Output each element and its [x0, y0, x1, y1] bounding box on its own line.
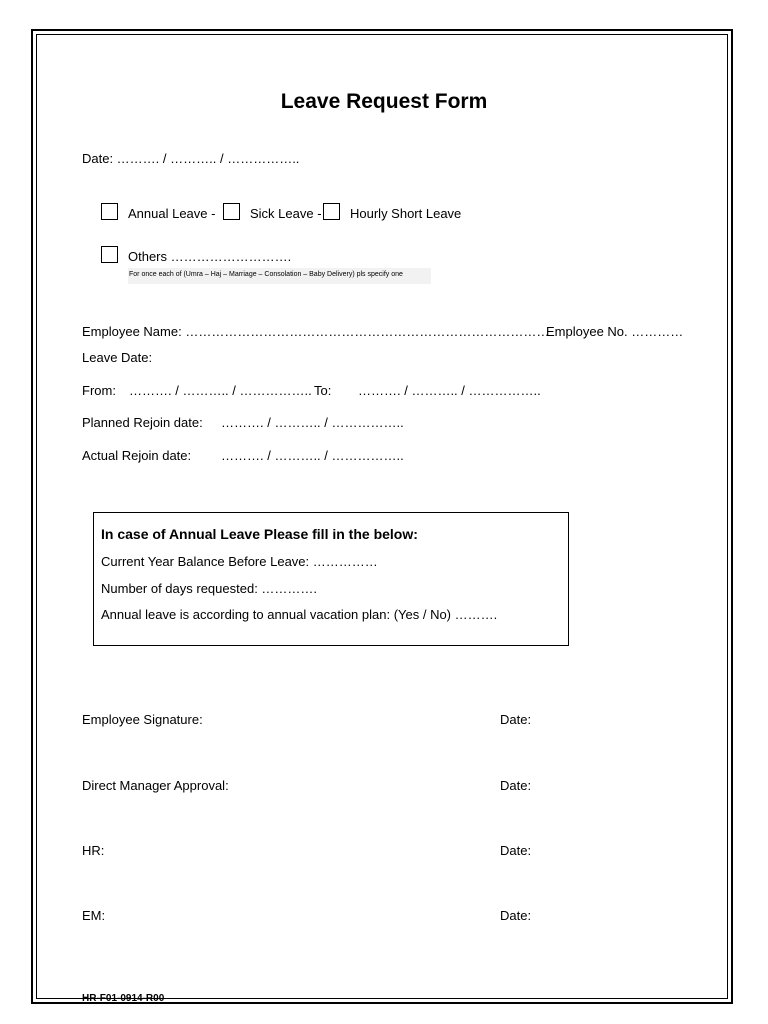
employee-name-field[interactable]: Employee Name: ………………………………………………………………………… [82, 324, 550, 339]
employee-signature-date-label: Date: [500, 712, 532, 727]
sick-leave-label: Sick Leave - [250, 206, 322, 221]
employee-signature-label: Employee Signature: [82, 712, 203, 727]
planned-rejoin-field[interactable]: ………. / ……….. / …………….. [221, 415, 404, 430]
annual-leave-checkbox[interactable] [101, 203, 118, 220]
to-label: To: [314, 383, 332, 398]
planned-rejoin-label: Planned Rejoin date: [82, 415, 203, 430]
em-signature-label: EM: [82, 908, 106, 923]
from-label: From: [82, 383, 116, 398]
form-title: Leave Request Form [280, 90, 488, 113]
leave-date-label: Leave Date: [82, 350, 153, 365]
employee-number-field[interactable]: Employee No. ………… [546, 324, 684, 339]
annual-leave-label: Annual Leave - [128, 206, 216, 221]
form-code: HR-F01-0914-R00 [82, 993, 165, 1004]
actual-rejoin-field[interactable]: ………. / ……….. / …………….. [221, 448, 404, 463]
hr-signature-date-label: Date: [500, 843, 532, 858]
others-note: For once each of (Umra – Haj – Marriage – Consolation – Baby Delivery) pls specify one [128, 268, 431, 284]
hourly-short-leave-checkbox[interactable] [323, 203, 340, 220]
hr-signature-label: HR: [82, 843, 105, 858]
request-date-field[interactable]: Date: ………. / ……….. / …………….. [82, 151, 300, 166]
days-requested-field[interactable]: Number of days requested: …………. [101, 581, 318, 596]
others-leave-field[interactable]: Others ………………………. [128, 249, 292, 264]
others-leave-checkbox[interactable] [101, 246, 118, 263]
actual-rejoin-label: Actual Rejoin date: [82, 448, 192, 463]
em-signature-date-label: Date: [500, 908, 532, 923]
sick-leave-checkbox[interactable] [223, 203, 240, 220]
manager-approval-date-label: Date: [500, 778, 532, 793]
to-date-field[interactable]: ………. / ……….. / …………….. [358, 383, 541, 398]
manager-approval-label: Direct Manager Approval: [82, 778, 229, 793]
balance-field[interactable]: Current Year Balance Before Leave: …………… [101, 554, 378, 569]
annual-section-heading: In case of Annual Leave Please fill in the below: [101, 526, 418, 542]
hourly-short-leave-label: Hourly Short Leave [350, 206, 462, 221]
from-date-field[interactable]: ………. / ……….. / …………….. [129, 383, 312, 398]
vacation-plan-field[interactable]: Annual leave is according to annual vacation plan: (Yes / No) ………. [101, 607, 498, 622]
